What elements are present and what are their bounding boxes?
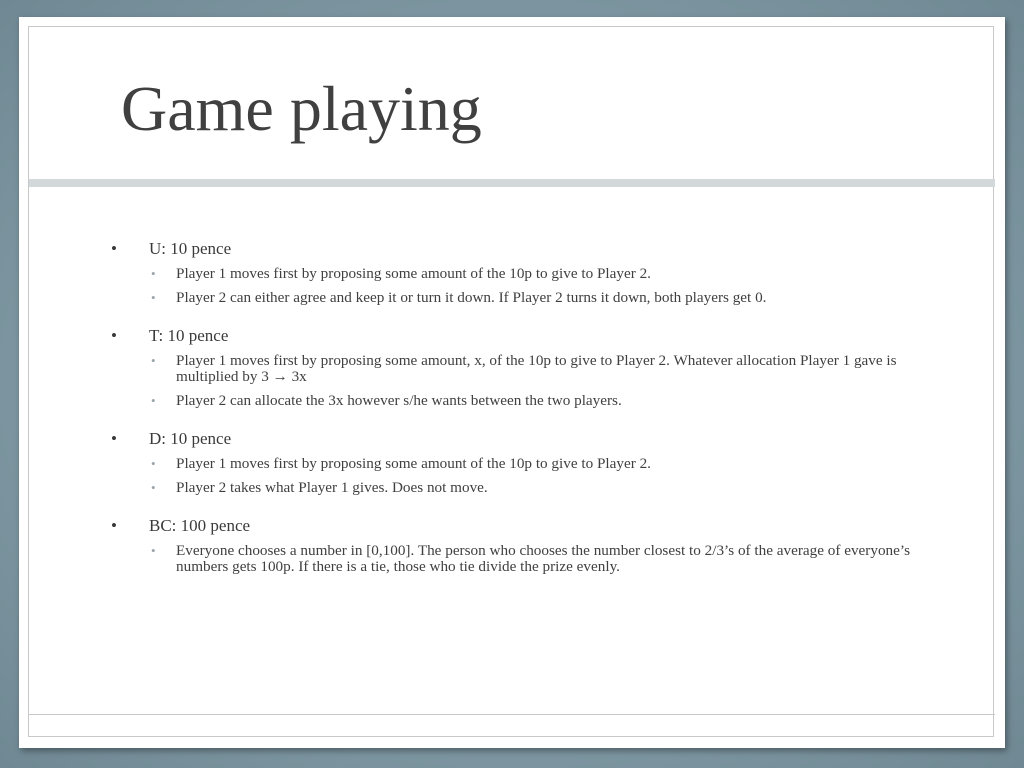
sub-bullet [111, 543, 931, 575]
section-d [111, 429, 931, 496]
bullet-heading [111, 429, 931, 449]
slide-title: Game playing [121, 73, 482, 144]
section-u [111, 239, 931, 306]
sub-bullet-text: Player 2 takes what Player 1 gives. Does not move. [176, 479, 488, 496]
bullet-icon: • [111, 239, 117, 258]
sub-bullet-icon: • [151, 290, 156, 305]
sub-bullet-icon: • [151, 266, 156, 281]
slide-content [111, 239, 931, 595]
heading-text: D: 10 pence [149, 429, 232, 448]
bullet-heading [111, 326, 931, 346]
sub-bullet-text: Player 2 can allocate the 3x however s/he wants between the two players. [176, 392, 622, 409]
section-t [111, 326, 931, 409]
sub-bullet-icon: • [151, 480, 156, 495]
sub-bullet [111, 290, 931, 306]
footer-line [29, 714, 995, 715]
heading-text: BC: 100 pence [149, 516, 251, 535]
sub-bullet-text: Player 1 moves first by proposing some amount, x, of the 10p to give to Player 2. Whatever allocation Player 1 gave is multiplied by 3 → 3x [176, 352, 897, 385]
sub-bullet-text: Player 1 moves first by proposing some amount of the 10p to give to Player 2. [176, 265, 651, 282]
slide [19, 17, 1005, 748]
heading-text: T: 10 pence [149, 326, 229, 345]
bullet-icon: • [111, 429, 117, 448]
title-divider [29, 179, 995, 187]
sub-bullet [111, 480, 931, 496]
bullet-heading [111, 239, 931, 259]
sub-bullet-text: Player 2 can either agree and keep it or turn it down. If Player 2 turns it down, both players get 0. [176, 289, 767, 306]
sub-bullet-icon: • [151, 456, 156, 471]
sub-bullet [111, 353, 931, 385]
sub-bullet-icon: • [151, 543, 156, 558]
bullet-icon: • [111, 326, 117, 345]
heading-text: U: 10 pence [149, 239, 232, 258]
sub-bullet [111, 266, 931, 282]
sub-bullet-text: Everyone chooses a number in [0,100]. The person who chooses the number closest to 2/3’s of the average of everyone’s numbers gets 100p. If there is a tie, those who tie divide the prize evenly. [176, 542, 910, 575]
sub-bullet [111, 456, 931, 472]
sub-bullet-icon: • [151, 393, 156, 408]
sub-bullet-text: Player 1 moves first by proposing some amount of the 10p to give to Player 2. [176, 455, 651, 472]
bullet-heading [111, 516, 931, 536]
sub-bullet-icon: • [151, 353, 156, 368]
bullet-icon: • [111, 516, 117, 535]
section-bc [111, 516, 931, 575]
sub-bullet [111, 393, 931, 409]
title-band [29, 27, 993, 179]
